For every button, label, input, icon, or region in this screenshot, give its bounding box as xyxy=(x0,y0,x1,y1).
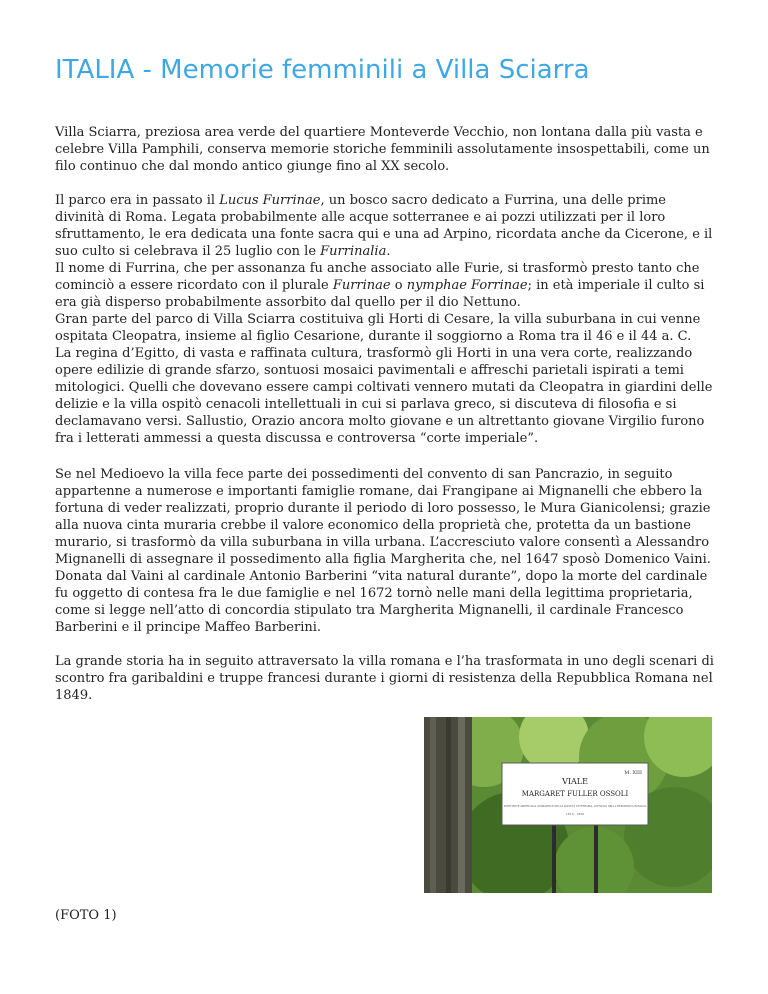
text-segment: Gran parte del parco di Villa Sciarra costituiva gli Horti di Cesare, la villa suburbana in cui venne ospitata Cleopatra, insieme al figlio Cesarione, durante il soggiorno a Roma tra il 46 e il 44 a. C. xyxy=(55,312,701,344)
italic-term: nymphae Forrinae xyxy=(406,278,528,293)
paragraph-intro: Villa Sciarra, preziosa area verde del quartiere Monteverde Vecchio, non lontana dalla più vasta e celebre Villa Pamphili, conserva memorie storiche femminili assolutamente insospettabili, come un filo continuo che dal mondo antico giunge fino al XX secolo. xyxy=(55,125,710,174)
paragraph-history xyxy=(55,192,715,447)
text-segment: , un bosco sacro dedicato a Furrina, una delle prime divinità di Roma. Legata probabilmente alle acque sotterranee e ai pozzi utilizzati per il loro sfruttamento, le era dedicata una fonte sacra qui e una ad Arpino, ricordata anche da Cicerone, e il suo culto si celebrava il 25 luglio con le xyxy=(55,193,713,259)
paragraph-republic: La grande storia ha in seguito attraversato la villa romana e l’ha trasformata in uno degli scenari di scontro fra garibaldini e truppe francesi durante i giorni di resistenza della Repubblica Romana nel 1849. xyxy=(55,654,714,703)
text-segment: . xyxy=(386,244,391,259)
paragraph-medieval: Se nel Medioevo la villa fece parte dei possedimenti del convento di san Pancrazio, in seguito appartenne a numerose e importanti famiglie romane, dai Frangipane ai Mignanelli che ebbero la fortuna di veder realizzati, proprio durante il periodo di loro possesso, le Mura Gianicolensi; grazie alla nuova cinta muraria crebbe il valore economico della proprietà che, protetta da un bastione murario, si trasformò da villa suburbana in villa urbana. L’accresciuto valore consentì a Alessandro Mignanelli di assegnare il possedimento alla figlia Margherita che, nel 1647 sposò Domenico Vaini. Donata dal Vaini al cardinale Antonio Barberini “vita natural durante”, dopo la morte del cardinale fu oggetto di contesa fra le due famiglie e nel 1672 tornò nelle mani della legittima proprietaria, come si legge nell’atto di concordia stipulato tra Margherita Mignanelli, il cardinale Francesco Barberini e il principe Maffeo Barberini. xyxy=(55,467,711,635)
italic-term: Lucus Furrinae xyxy=(219,193,321,208)
italic-term: Furrinae xyxy=(332,278,391,293)
text-segment: Il nome di Furrina, che per assonanza fu anche associato alle Furie, si trasformò presto tanto che cominciò a essere ricordato con il plurale xyxy=(55,261,700,293)
sign-years-text: 1810 - 1850 xyxy=(565,812,585,816)
page-title: ITALIA - Memorie femminili a Villa Sciarra xyxy=(55,55,590,85)
text-segment: ; in età imperiale il culto si era già disperso probabilmente assorbito dal quello per il dio Nettuno. xyxy=(55,278,705,310)
street-sign-photo xyxy=(424,717,712,893)
sign-small-text: SCRITTRICE AMERICANA ANIMATRICE DELLA SOCIETÀ LETTERARIA, ATTIVISTA DELLA REPUBBLICA ROMANA xyxy=(503,805,647,808)
photo-caption: (FOTO 1) xyxy=(55,908,117,923)
sign-line1-text: VIALE xyxy=(562,777,588,786)
sign-line2-text: MARGARET FULLER OSSOLI xyxy=(521,790,629,798)
text-segment: o xyxy=(390,278,407,293)
italic-term: Furrinalia xyxy=(320,244,387,259)
text-segment: Il parco era in passato il xyxy=(55,193,220,208)
sign-top-text: M. XIII xyxy=(624,770,642,776)
photo-illustration xyxy=(424,717,712,893)
text-segment: La regina d’Egitto, di vasta e raffinata cultura, trasformò gli Horti in una vera corte, realizzando opere edilizie di grande sfarzo, sontuosi mosaici pavimentali e affreschi parietali ispirati a temi mitologici. Quelli che dovevano essere campi coltivati vennero mutati da Cleopatra in giardini delle delizie e la villa ospitò cenacoli intellettuali in cui si parlava greco, si discuteva di filosofia e si declamavano versi. Sallustio, Orazio ancora molto giovane e un altrettanto giovane Virgilio furono fra i letterati ammessi a questa discussa e controversa “corte imperiale”. xyxy=(55,346,713,446)
